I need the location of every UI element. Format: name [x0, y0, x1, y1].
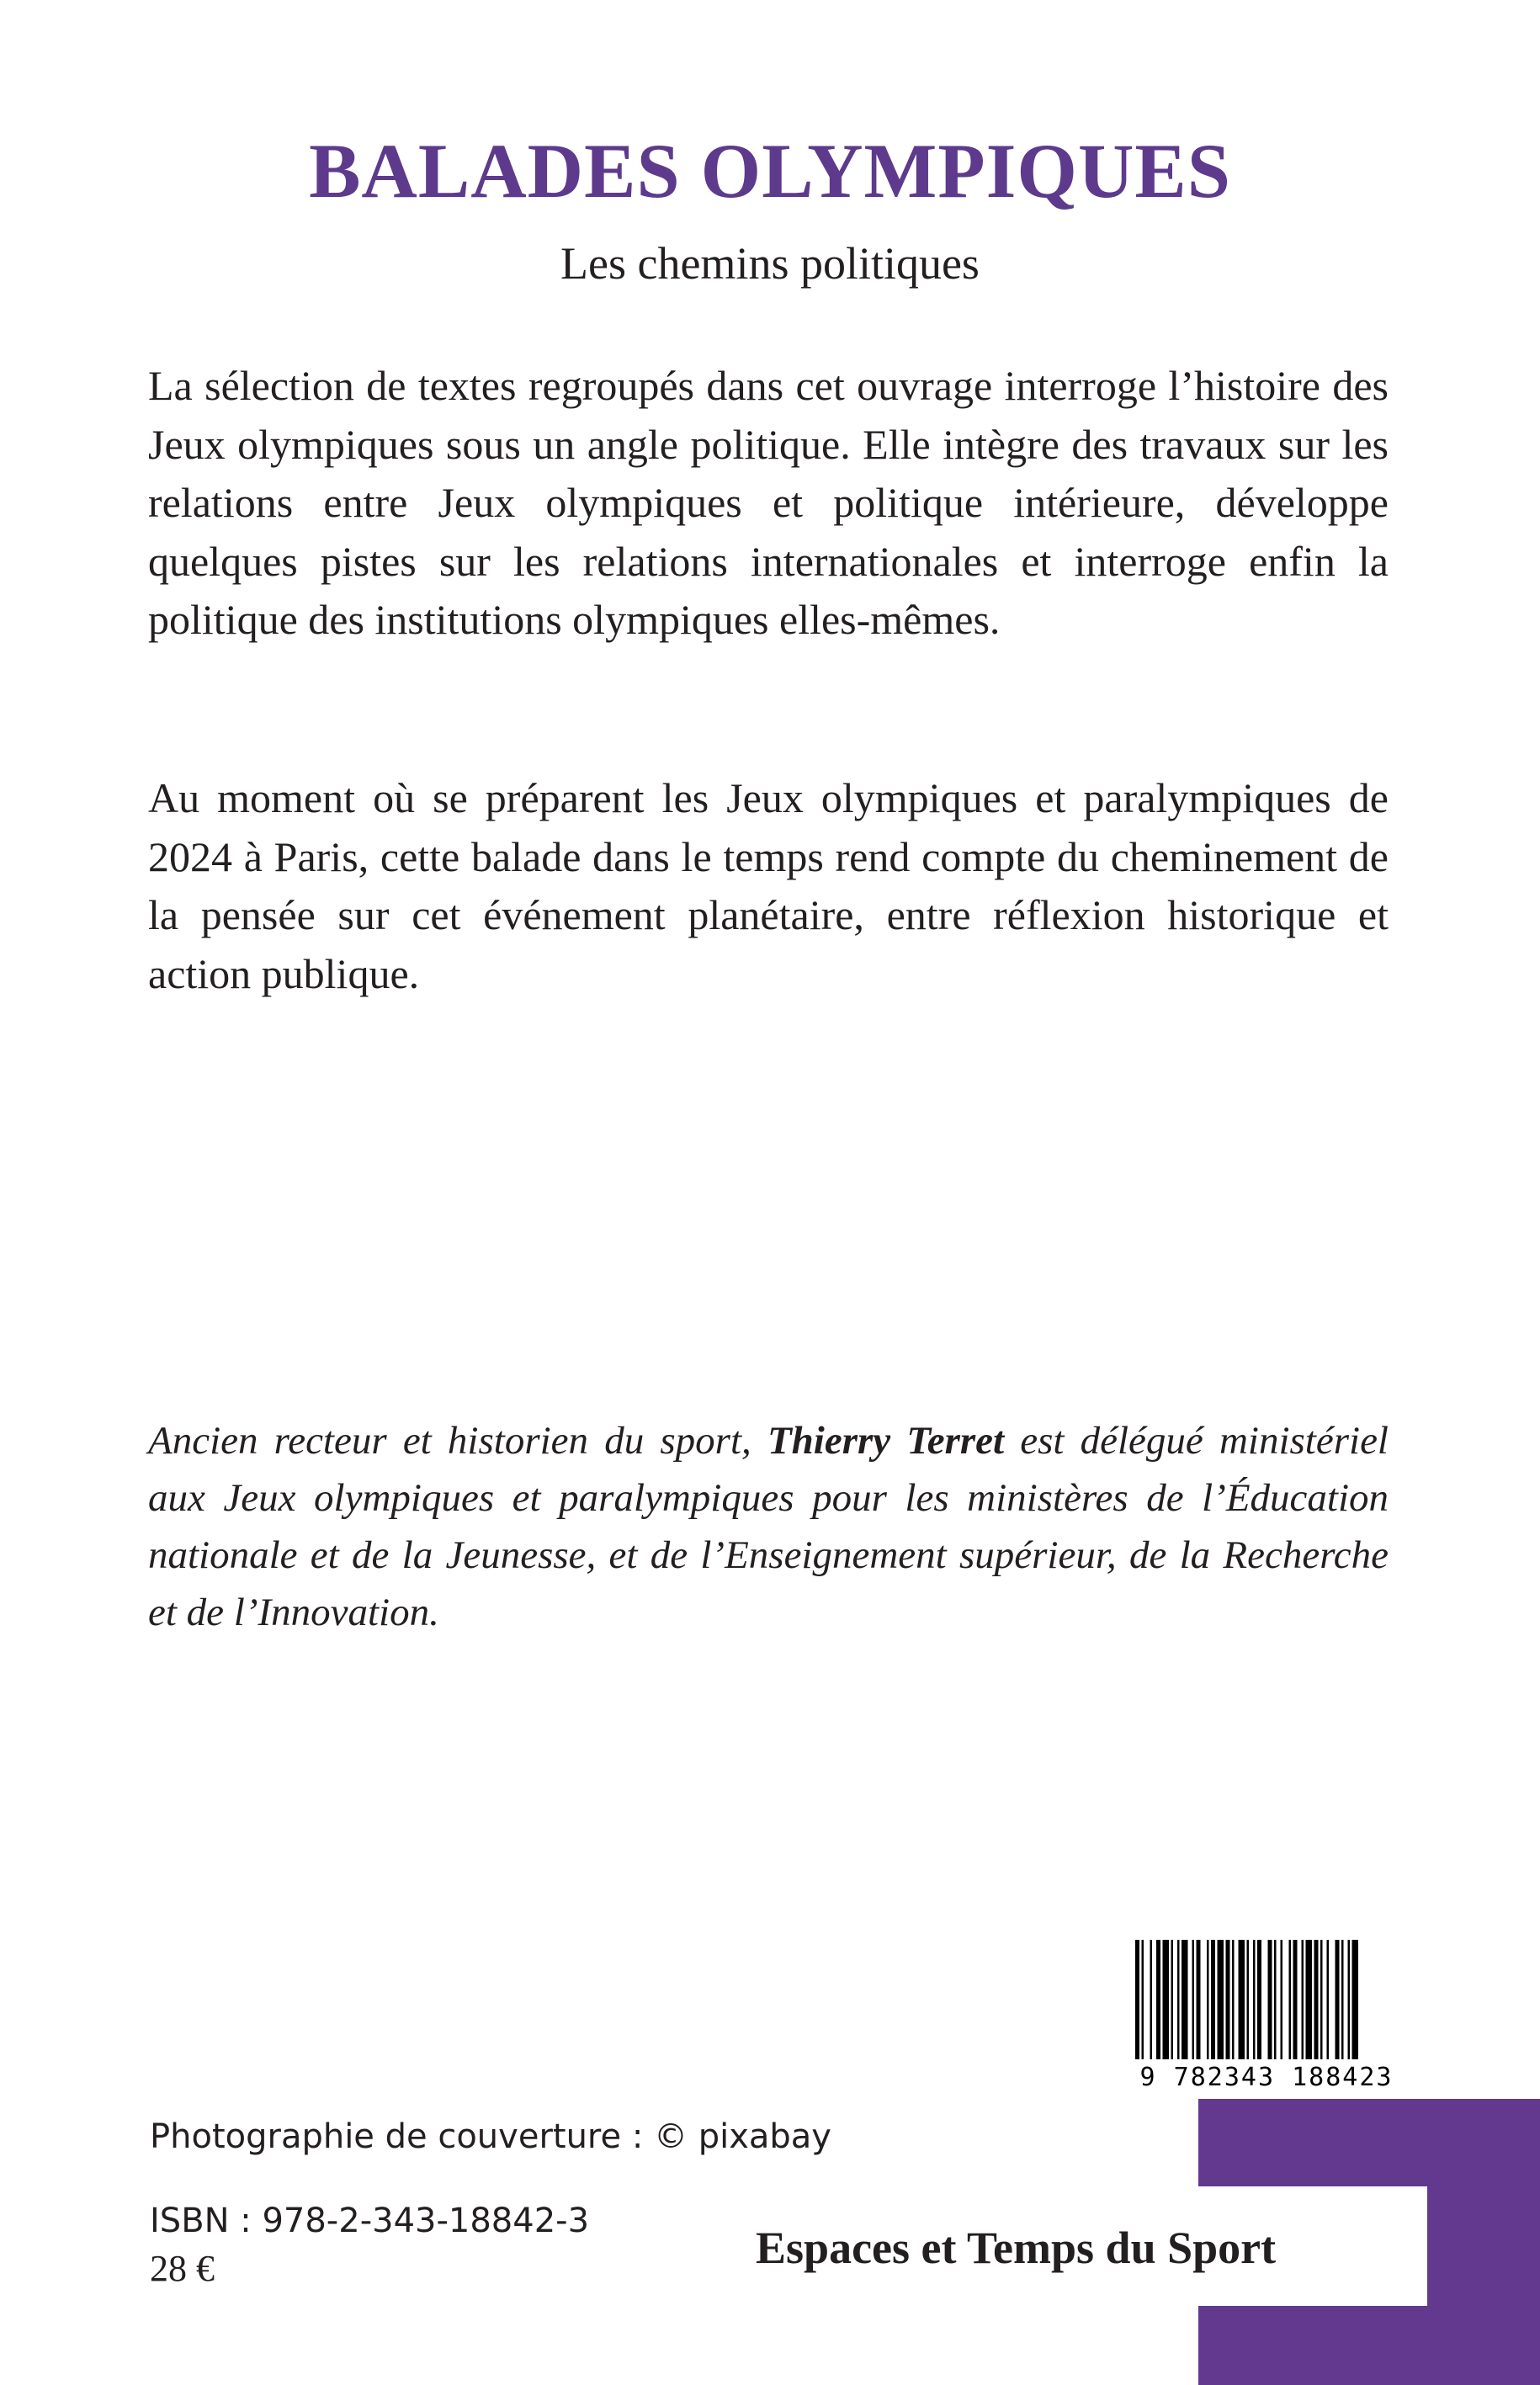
author-name: Thierry Terret — [767, 1419, 1005, 1463]
barcode-bar — [1239, 1940, 1245, 2059]
series-name: Espaces et Temps du Sport — [756, 2223, 1277, 2273]
barcode-bar — [1218, 1940, 1224, 2059]
barcode-bar — [1314, 1940, 1319, 2059]
barcode-bar — [1302, 1940, 1304, 2059]
barcode-bar — [1352, 1940, 1359, 2059]
barcode-bar — [1274, 1940, 1277, 2059]
barcode-bar — [1327, 1940, 1330, 2059]
bio-rest: est délégué ministériel aux Jeux olympiques et paralympiques pour les ministères de l’Éducation nationale et de la Jeunesse, et de l’Enseignement supérieur, de la Recherche et de l’Innovation. — [148, 1419, 1389, 1634]
barcode-bar — [1293, 1940, 1298, 2059]
barcode-bar — [1289, 1940, 1292, 2059]
price: 28 € — [150, 2248, 215, 2289]
barcode-bars — [1123, 1940, 1410, 2066]
barcode-bar — [1232, 1940, 1235, 2059]
bio-intro: Ancien recteur et historien du sport, — [148, 1419, 767, 1463]
barcode-bar — [1197, 1940, 1201, 2059]
barcode-bar — [1306, 1940, 1313, 2059]
book-title: BALADES OLYMPIQUES — [309, 128, 1231, 214]
barcode-bar — [1192, 1940, 1195, 2059]
barcode-bar — [1182, 1940, 1188, 2059]
barcode-bar — [1320, 1940, 1323, 2059]
summary-paragraph-2: Au moment où se préparent les Jeux olympiques et paralympiques de 2024 à Paris, cette balade dans le temps rend compte du cheminement de la pensée sur cet événement planétaire, entre réflexion historique et action publique. — [148, 774, 1389, 997]
barcode — [1123, 1940, 1410, 2091]
book-subtitle: Les chemins politiques — [560, 238, 980, 289]
barcode-bar — [1171, 1940, 1174, 2059]
barcode-bar — [1257, 1940, 1261, 2059]
isbn: ISBN : 978-2-343-18842-3 — [150, 2202, 590, 2240]
barcode-bar — [1281, 1940, 1283, 2059]
author-bio — [148, 1412, 1389, 1641]
barcode-bar — [1348, 1940, 1351, 2059]
barcode-bar — [1142, 1940, 1144, 2059]
barcode-bar — [1156, 1940, 1160, 2059]
barcode-bar — [1207, 1940, 1209, 2059]
barcode-bar — [1135, 1940, 1139, 2059]
barcode-bar — [1247, 1940, 1250, 2059]
barcode-bar — [1253, 1940, 1256, 2059]
barcode-bar — [1341, 1940, 1344, 2059]
barcode-bar — [1150, 1940, 1153, 2059]
barcode-bar — [1177, 1940, 1180, 2059]
barcode-bar — [1211, 1940, 1215, 2059]
barcode-bar — [1226, 1940, 1230, 2059]
barcode-digits: 9 782343 188423 — [1139, 2063, 1394, 2092]
barcode-bar — [1336, 1940, 1340, 2059]
barcode-bar — [1163, 1940, 1170, 2059]
summary-paragraph-1: La sélection de textes regroupés dans cet ouvrage interroge l’histoire des Jeux olympiques sous un angle politique. Elle intègre des travaux sur les relations entre Jeux olympiques et politique intérieure, développe quelques pistes sur les relations internationales et interroge enfin la politique des institutions olympiques elles-mêmes. — [148, 362, 1389, 643]
photo-credit: Photographie de couverture : © pixabay — [150, 2117, 831, 2156]
barcode-bar — [1268, 1940, 1272, 2059]
